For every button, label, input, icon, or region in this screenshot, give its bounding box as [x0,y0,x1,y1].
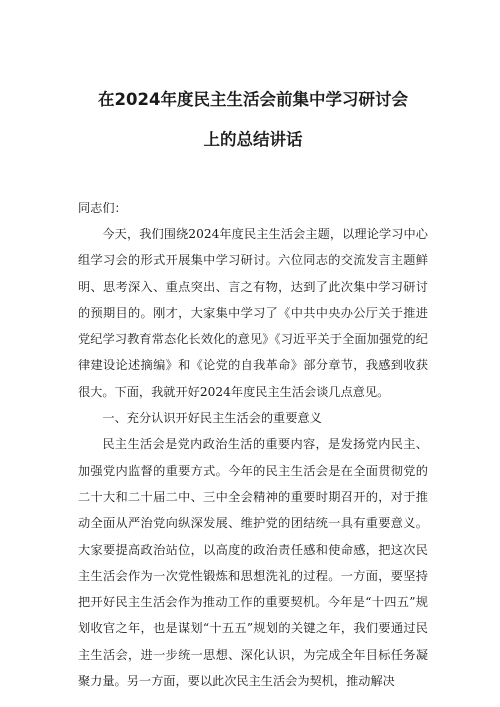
section1-heading: 一、充分认识开好民主生活会的重要意义 [102,411,322,426]
section1-paragraph: 民主生活会是党内政治生活的重要内容，是发扬党内民主、加强党内监督的重要方式。今年的民主生活会是在全面贯彻党的二十大和二十届二中、三中全会精神的重要时期召开的，对于推动全面从严治党向纵深发展、维护党的团结统一具有重要意义。大家要提高政治站位，以高度的政治责任感和使命感，把这次民主生活会作为一次党性锻炼和思想洗礼的过程。一方面，要坚持把开好民主生活会作为推动工作的重要契机。今年是“十四五”规划收官之年，也是谋划“十五五”规划的关键之年，我们要通过民主生活会，进一步统一思想、深化认识，为完成全年目标任务凝聚力量。另一方面，要以此次民主生活会为契机，推动解决 [78,437,428,689]
intro-paragraph: 今天，我们围绕2024年度民主生活会主题，以理论学习中心组学习会的形式开展集中学习研讨。六位同志的交流发言主题鲜明、思考深入、重点突出、言之有物，达到了此次集中学习研讨的预期目的。刚才，大家集中学习了《中共中央办公厅关于推进党纪学习教育常态化长效化的意见》《习近平关于全面加强党的纪律建设论述摘编》和《论党的自我革命》部分章节，我感到收获很大。下面，我就开好2024年度民主生活会谈几点意见。 [78,227,428,399]
document-title-line1: 在2024年度民主生活会前集中学习研讨会 [98,90,408,109]
document-title-line2: 上的总结讲话 [203,130,303,149]
salutation: 同志们： [78,201,127,215]
